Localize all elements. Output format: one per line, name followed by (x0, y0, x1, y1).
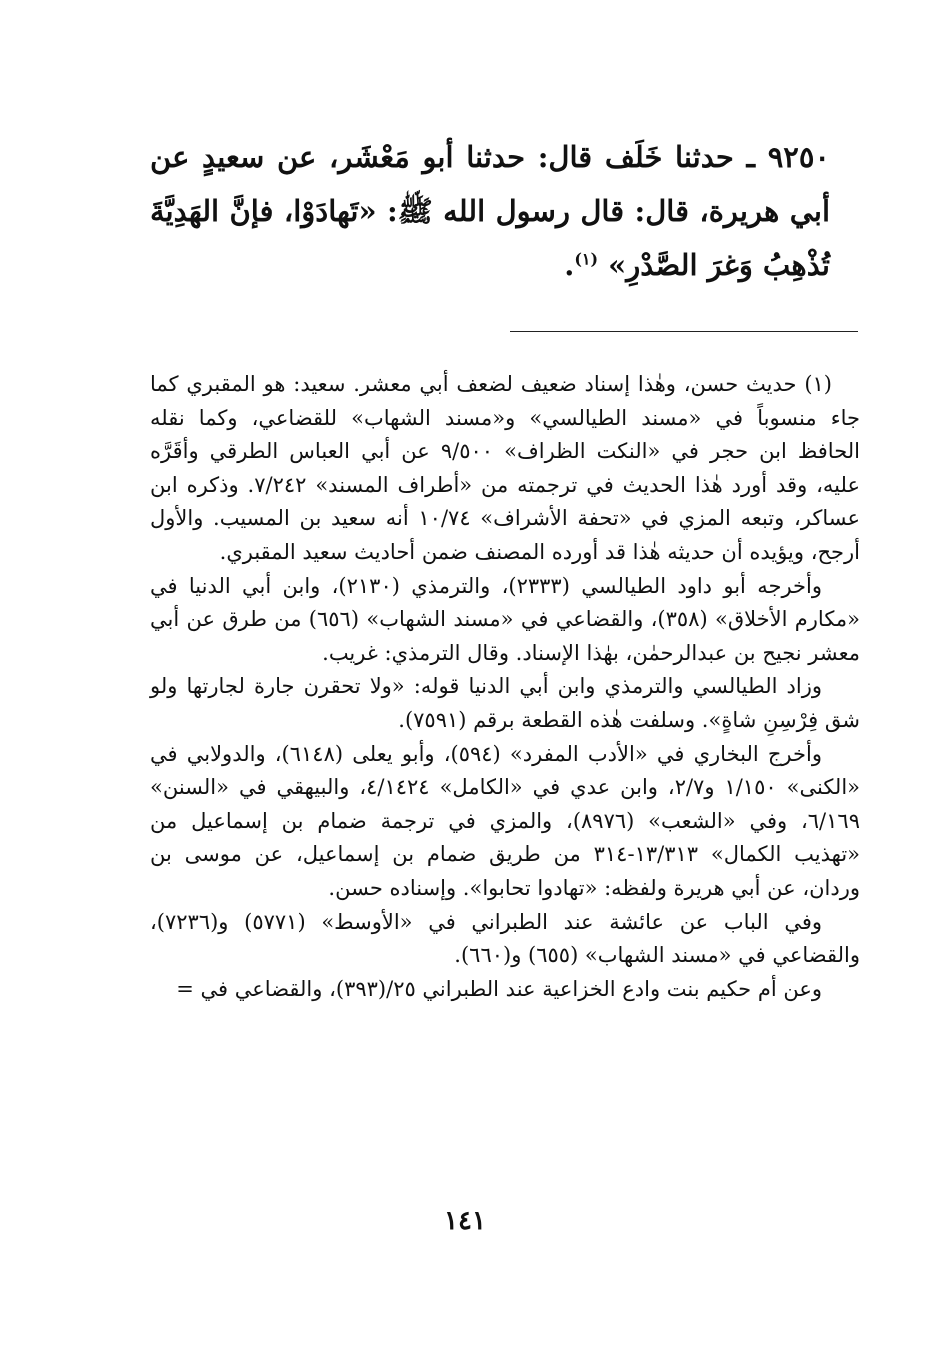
end-mark: . (564, 248, 575, 282)
footnotes-section (150, 368, 860, 1006)
hadith-paragraph (150, 130, 830, 292)
hadith-body: ٩٢٥٠ ـ حدثنا خَلَف قال: حدثنا أبو مَعْشَر، عن سعيدٍ عن أبي هريرة، قال: قال رسول الله ﷺ: «تَهادَوْا، فإنَّ الهَدِيَّةَ تُذْهِبُ وَغرَ الصَّدْرِ» (150, 140, 830, 282)
footnote-reference: (١) (574, 249, 599, 269)
hadith-text (150, 130, 830, 292)
footnote-paragraph-1: (١) حديث حسن، وهٰذا إسناد ضعيف لضعف أبي معشر. سعيد: هو المقبري كما جاء منسوباً في «مسند الطيالسي» و«مسند الشهاب» للقضاعي، وكما نقله الحافظ ابن حجر في «النكت الظراف» ٩/٥٠٠ عن أبي العباس الطرقي وأقَرَّه عليه، وقد أورد هٰذا الحديث في ترجمته من «أطراف المسند» ٧/٢٤٢. وذكره ابن عساكر، وتبعه المزي في «تحفة الأشراف» ١٠/٧٤ أنه سعيد بن المسيب. والأول أرجح، ويؤيده أن حديثه هٰذا قد أورده المصنف ضمن أحاديث سعيد المقبري. (150, 372, 860, 564)
footnote-paragraph-2: وأخرجه أبو داود الطيالسي (٢٣٣٣)، والترمذي (٢١٣٠)، وابن أبي الدنيا في «مكارم الأخلاق» (٣٥٨)، والقضاعي في «مسند الشهاب» (٦٥٦) من طرق عن أبي معشر نجيح بن عبدالرحمٰن، بهٰذا الإسناد. وقال الترمذي: غريب. (150, 573, 861, 665)
footnote-paragraph-3: وزاد الطيالسي والترمذي وابن أبي الدنيا قوله: «ولا تحقرن جارة لجارتها ولو شق فِرْسِنِ شاةٍ». وسلفت هٰذه القطعة برقم (٧٥٩١). (150, 674, 860, 732)
footnote-paragraph-5: وفي الباب عن عائشة عند الطبراني في «الأوسط» (٥٧٧١) و(٧٢٣٦)، والقضاعي في «مسند الشهاب» (٦٥٥) و(٦٦٠). (150, 909, 860, 968)
footnote-separator (510, 331, 858, 332)
footnote-paragraph-6: وعن أم حكيم بنت وادع الخزاعية عند الطبراني ٢٥/(٣٩٣)، والقضاعي في = (176, 976, 822, 1001)
footnote-paragraph-4: وأخرج البخاري في «الأدب المفرد» (٥٩٤)، وأبو يعلى (٦١٤٨)، والدولابي في «الكنى» ١/١٥٠ و٢/٧، وابن عدي في «الكامل» ٤/١٤٢٤، والبيهقي في «السنن» ٦/١٦٩، وفي «الشعب» (٨٩٧٦)، والمزي في ترجمة ضمام بن إسماعيل من «تهذيب الكمال» ١٣/٣١٣-٣١٤ من طريق ضمام بن إسماعيل، عن موسى بن وردان، عن أبي هريرة ولفظه: «تهادوا تحابوا». وإسناده حسن. (150, 741, 861, 900)
page-number: ١٤١ (444, 1206, 486, 1236)
